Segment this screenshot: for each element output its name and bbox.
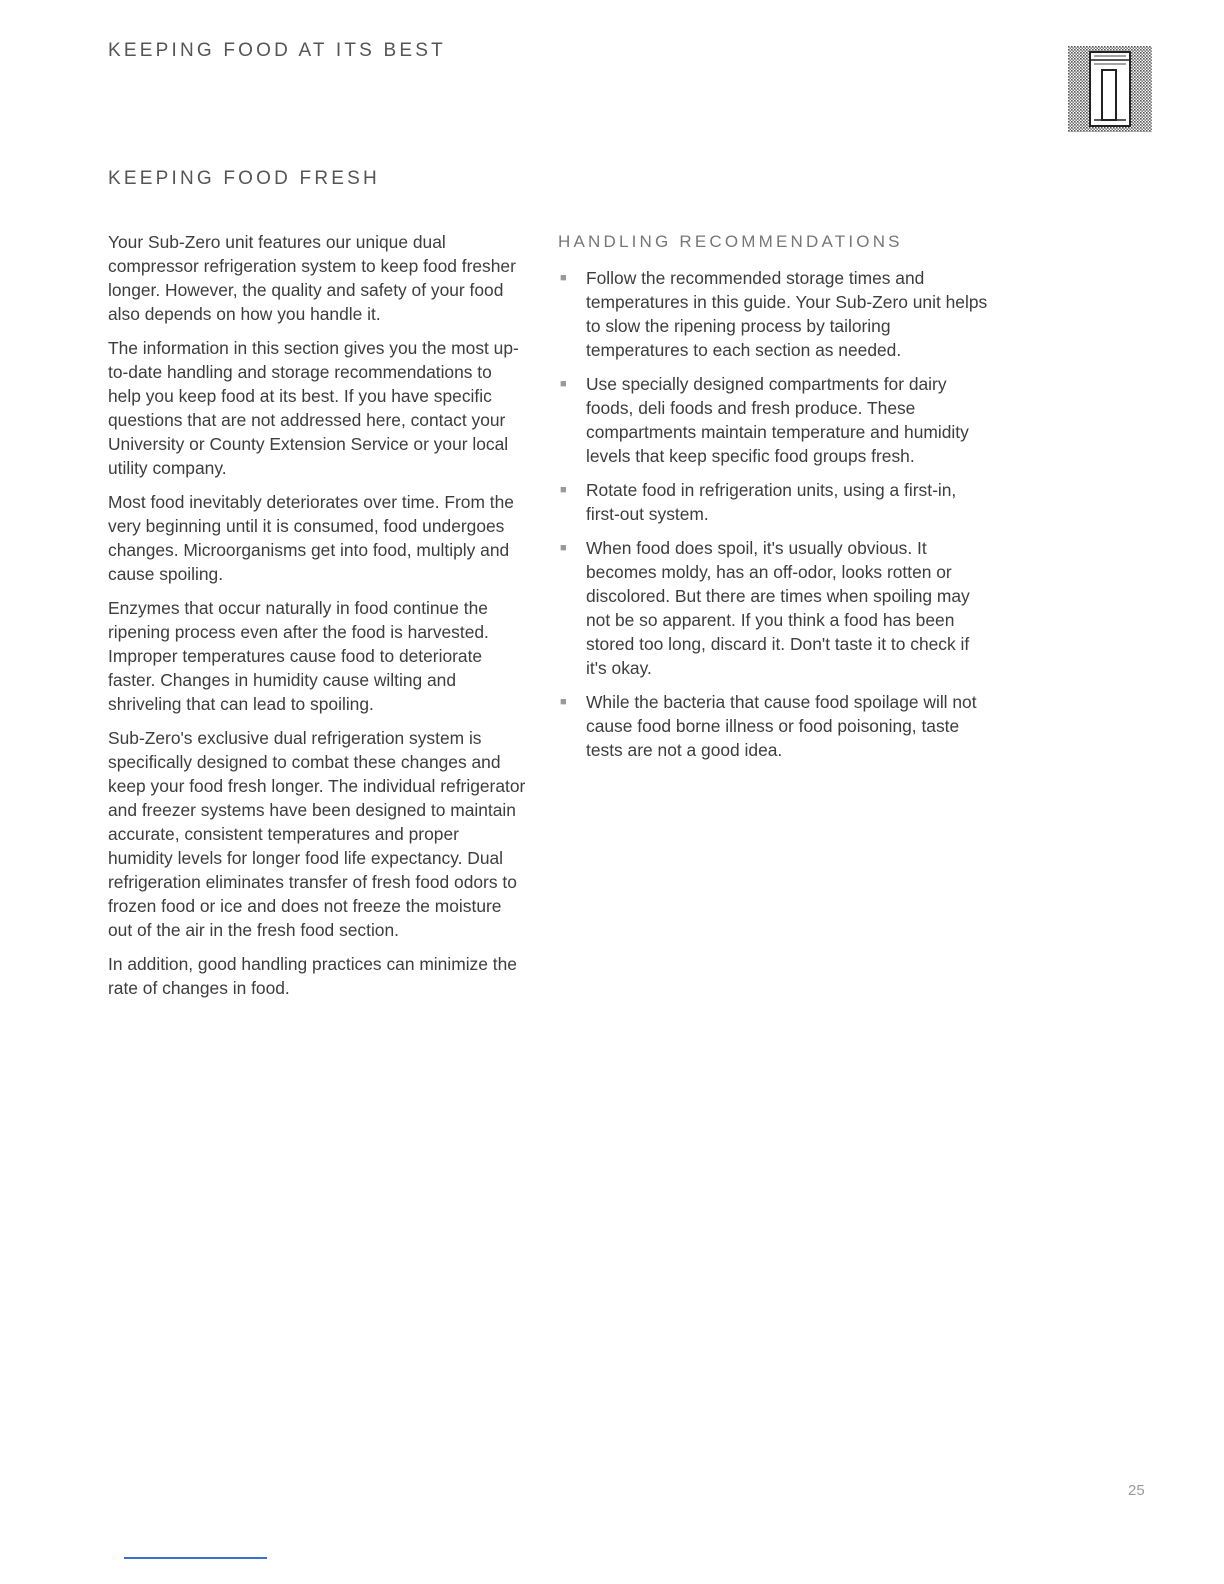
list-item-text: Use specially designed compartments for dairy foods, deli foods and fresh produce. These compartments maintain temperature and humidity levels that keep specific food groups fresh. [586,374,969,466]
intro-paragraph: In addition, good handling practices can minimize the rate of changes in food. [108,954,517,998]
list-item [558,266,988,362]
intro-paragraph: Your Sub-Zero unit features our unique dual compressor refrigeration system to keep food fresher longer. However, the quality and safety of your food also depends on how you handle it. [108,232,516,324]
bullet-icon: ■ [560,272,567,284]
page-number: 25 [1128,1482,1145,1499]
list-item [558,536,988,680]
section-title: KEEPING FOOD FRESH [108,168,380,189]
handling-column [558,230,988,772]
intro-column [108,230,528,1010]
bullet-icon: ■ [560,542,567,554]
list-item-text: Rotate food in refrigeration units, using a first-in, first-out system. [586,480,957,524]
bullet-icon: ■ [560,484,567,496]
list-item-text: Follow the recommended storage times and temperatures in this guide. Your Sub-Zero unit helps to slow the ripening process by tailoring temperatures to each section as needed. [586,268,988,360]
running-header: KEEPING FOOD AT ITS BEST [108,40,446,61]
intro-paragraph: Sub-Zero's exclusive dual refrigeration system is specifically designed to combat these changes and keep your food fresh longer. The individual refrigerator and freezer systems have been designed to maintain accurate, consistent temperatures and proper humidity levels for longer food life expectancy. Dual refrigeration eliminates transfer of fresh food odors to frozen food or ice and does not freeze the moisture out of the air in the fresh food section. [108,728,526,940]
list-item [558,690,988,762]
list-item [558,372,988,468]
footer-divider [124,1557,267,1559]
refrigerator-icon [1068,46,1152,132]
handling-list [558,266,988,762]
handling-heading: HANDLING RECOMMENDATIONS [558,232,903,251]
bullet-icon: ■ [560,378,567,390]
list-item-text: When food does spoil, it's usually obvious. It becomes moldy, has an off-odor, looks rotten or discolored. But there are times when spoiling may not be so apparent. If you think a food has been stored too long, discard it. Don't taste it to check if it's okay. [586,538,970,678]
intro-paragraph: The information in this section gives you the most up-to-date handling and storage recommendations to help you keep food at its best. If you have specific questions that are not addressed here, contact your University or County Extension Service or your local utility company. [108,338,519,478]
list-item-text: While the bacteria that cause food spoilage will not cause food borne illness or food poisoning, taste tests are not a good idea. [586,692,977,760]
intro-paragraph: Enzymes that occur naturally in food continue the ripening process even after the food is harvested. Improper temperatures cause food to deteriorate faster. Changes in humidity cause wilting and shriveling that can lead to spoiling. [108,598,489,714]
intro-paragraph: Most food inevitably deteriorates over time. From the very beginning until it is consumed, food undergoes changes. Microorganisms get into food, multiply and cause spoiling. [108,492,514,584]
list-item [558,478,988,526]
bullet-icon: ■ [560,696,567,708]
